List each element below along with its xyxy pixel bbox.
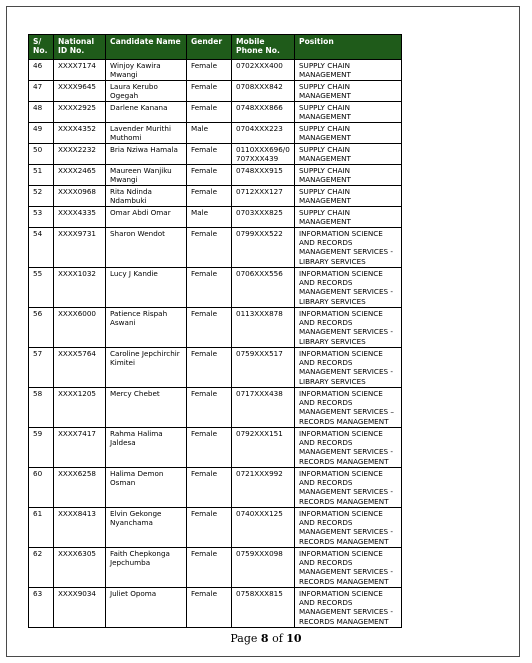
page-current: 8 <box>260 632 269 645</box>
cell-position: INFORMATION SCIENCE AND RECORDS MANAGEMENT SERVICES - LIBRARY SERVICES <box>295 228 402 268</box>
cell-gender: Female <box>187 60 232 81</box>
cell-candidate-name: Caroline Jepchirchir Kimitei <box>106 348 187 388</box>
header-position: Position <box>295 35 402 60</box>
cell-national-id: XXXX2465 <box>54 165 106 186</box>
cell-national-id: XXXX9034 <box>54 588 106 628</box>
page-word: Page <box>230 632 258 645</box>
cell-sno: 53 <box>29 207 54 228</box>
cell-national-id: XXXX2925 <box>54 102 106 123</box>
cell-gender: Male <box>187 123 232 144</box>
cell-gender: Female <box>187 388 232 428</box>
cell-position: INFORMATION SCIENCE AND RECORDS MANAGEMENT SERVICES - RECORDS MANAGEMENT <box>295 508 402 548</box>
cell-candidate-name: Sharon Wendot <box>106 228 187 268</box>
cell-gender: Female <box>187 228 232 268</box>
cell-sno: 51 <box>29 165 54 186</box>
cell-national-id: XXXX6000 <box>54 308 106 348</box>
cell-sno: 59 <box>29 428 54 468</box>
cell-candidate-name: Bria Nziwa Hamala <box>106 144 187 165</box>
cell-national-id: XXXX0968 <box>54 186 106 207</box>
cell-position: SUPPLY CHAIN MANAGEMENT <box>295 81 402 102</box>
table-row <box>29 207 402 228</box>
cell-position: INFORMATION SCIENCE AND RECORDS MANAGEMENT SERVICES - RECORDS MANAGEMENT <box>295 588 402 628</box>
cell-sno: 47 <box>29 81 54 102</box>
cell-position: INFORMATION SCIENCE AND RECORDS MANAGEMENT SERVICES - RECORDS MANAGEMENT <box>295 548 402 588</box>
cell-candidate-name: Faith Chepkonga Jepchumba <box>106 548 187 588</box>
cell-mobile: 0759XXX098 <box>232 548 295 588</box>
cell-sno: 56 <box>29 308 54 348</box>
cell-sno: 62 <box>29 548 54 588</box>
candidates-table <box>28 34 402 628</box>
cell-candidate-name: Winjoy Kawira Mwangi <box>106 60 187 81</box>
cell-position: SUPPLY CHAIN MANAGEMENT <box>295 60 402 81</box>
of-word: of <box>272 632 283 645</box>
cell-mobile: 0712XXX127 <box>232 186 295 207</box>
cell-candidate-name: Elvin Gekonge Nyanchama <box>106 508 187 548</box>
cell-position: INFORMATION SCIENCE AND RECORDS MANAGEMENT SERVICES - LIBRARY SERVICES <box>295 348 402 388</box>
table-row <box>29 428 402 468</box>
cell-mobile: 0721XXX992 <box>232 468 295 508</box>
cell-sno: 60 <box>29 468 54 508</box>
cell-national-id: XXXX2232 <box>54 144 106 165</box>
cell-position: INFORMATION SCIENCE AND RECORDS MANAGEMENT SERVICES - LIBRARY SERVICES <box>295 308 402 348</box>
cell-mobile: 0799XXX522 <box>232 228 295 268</box>
cell-gender: Female <box>187 508 232 548</box>
cell-mobile: 0748XXX866 <box>232 102 295 123</box>
cell-mobile: 0748XXX915 <box>232 165 295 186</box>
cell-mobile: 0704XXX223 <box>232 123 295 144</box>
cell-national-id: XXXX8413 <box>54 508 106 548</box>
cell-mobile: 0759XXX517 <box>232 348 295 388</box>
cell-position: SUPPLY CHAIN MANAGEMENT <box>295 102 402 123</box>
cell-position: SUPPLY CHAIN MANAGEMENT <box>295 186 402 207</box>
cell-national-id: XXXX6258 <box>54 468 106 508</box>
cell-mobile: 0113XXX878 <box>232 308 295 348</box>
cell-position: SUPPLY CHAIN MANAGEMENT <box>295 144 402 165</box>
cell-sno: 63 <box>29 588 54 628</box>
cell-gender: Female <box>187 468 232 508</box>
cell-sno: 57 <box>29 348 54 388</box>
cell-candidate-name: Halima Demon Osman <box>106 468 187 508</box>
header-mobile: Mobile Phone No. <box>232 35 295 60</box>
cell-candidate-name: Laura Kerubo Ogegah <box>106 81 187 102</box>
cell-candidate-name: Mercy Chebet <box>106 388 187 428</box>
cell-sno: 52 <box>29 186 54 207</box>
cell-candidate-name: Rahma Halima Jaldesa <box>106 428 187 468</box>
table-row <box>29 588 402 628</box>
cell-mobile: 0708XXX842 <box>232 81 295 102</box>
cell-sno: 55 <box>29 268 54 308</box>
header-sno: S/ No. <box>29 35 54 60</box>
cell-national-id: XXXX5764 <box>54 348 106 388</box>
table-row <box>29 308 402 348</box>
cell-gender: Female <box>187 548 232 588</box>
table-row <box>29 60 402 81</box>
cell-candidate-name: Omar Abdi Omar <box>106 207 187 228</box>
cell-position: INFORMATION SCIENCE AND RECORDS MANAGEMENT SERVICES - RECORDS MANAGEMENT <box>295 468 402 508</box>
cell-mobile: 0706XXX556 <box>232 268 295 308</box>
cell-sno: 61 <box>29 508 54 548</box>
cell-sno: 54 <box>29 228 54 268</box>
cell-candidate-name: Maureen Wanjiku Mwangi <box>106 165 187 186</box>
table-row <box>29 268 402 308</box>
cell-sno: 58 <box>29 388 54 428</box>
cell-position: SUPPLY CHAIN MANAGEMENT <box>295 123 402 144</box>
cell-mobile: 0717XXX438 <box>232 388 295 428</box>
cell-candidate-name: Darlene Kanana <box>106 102 187 123</box>
page-number-footer <box>0 632 532 645</box>
cell-position: INFORMATION SCIENCE AND RECORDS MANAGEMENT SERVICES - RECORDS MANAGEMENT <box>295 428 402 468</box>
table-row <box>29 388 402 428</box>
cell-position: INFORMATION SCIENCE AND RECORDS MANAGEMENT SERVICES – RECORDS MANAGEMENT <box>295 388 402 428</box>
cell-gender: Male <box>187 207 232 228</box>
table-row <box>29 165 402 186</box>
table-row <box>29 123 402 144</box>
cell-mobile: 0740XXX125 <box>232 508 295 548</box>
cell-position: SUPPLY CHAIN MANAGEMENT <box>295 165 402 186</box>
table-header-row <box>29 35 402 60</box>
cell-national-id: XXXX7174 <box>54 60 106 81</box>
table-row <box>29 348 402 388</box>
cell-mobile: 0110XXX696/0 707XXX439 <box>232 144 295 165</box>
cell-gender: Female <box>187 102 232 123</box>
cell-sno: 50 <box>29 144 54 165</box>
cell-gender: Female <box>187 588 232 628</box>
cell-national-id: XXXX1032 <box>54 268 106 308</box>
cell-sno: 49 <box>29 123 54 144</box>
table-row <box>29 508 402 548</box>
cell-gender: Female <box>187 348 232 388</box>
cell-position: INFORMATION SCIENCE AND RECORDS MANAGEMENT SERVICES - LIBRARY SERVICES <box>295 268 402 308</box>
cell-gender: Female <box>187 186 232 207</box>
cell-mobile: 0703XXX825 <box>232 207 295 228</box>
cell-candidate-name: Juliet Opoma <box>106 588 187 628</box>
cell-mobile: 0702XXX400 <box>232 60 295 81</box>
cell-candidate-name: Lavender Murithi Muthomi <box>106 123 187 144</box>
table-row <box>29 228 402 268</box>
cell-position: SUPPLY CHAIN MANAGEMENT <box>295 207 402 228</box>
cell-gender: Female <box>187 308 232 348</box>
page-total: 10 <box>286 632 302 645</box>
cell-sno: 46 <box>29 60 54 81</box>
table-row <box>29 548 402 588</box>
cell-mobile: 0792XXX151 <box>232 428 295 468</box>
cell-gender: Female <box>187 268 232 308</box>
table-row <box>29 144 402 165</box>
cell-candidate-name: Rita Ndinda Ndambuki <box>106 186 187 207</box>
cell-gender: Female <box>187 165 232 186</box>
table-row <box>29 468 402 508</box>
header-national-id: National ID No. <box>54 35 106 60</box>
cell-national-id: XXXX7417 <box>54 428 106 468</box>
cell-candidate-name: Lucy J Kandie <box>106 268 187 308</box>
cell-national-id: XXXX1205 <box>54 388 106 428</box>
cell-national-id: XXXX4352 <box>54 123 106 144</box>
cell-candidate-name: Patience Rispah Aswani <box>106 308 187 348</box>
header-gender: Gender <box>187 35 232 60</box>
cell-gender: Female <box>187 428 232 468</box>
cell-gender: Female <box>187 81 232 102</box>
table-row <box>29 186 402 207</box>
cell-gender: Female <box>187 144 232 165</box>
header-candidate-name: Candidate Name <box>106 35 187 60</box>
table-row <box>29 102 402 123</box>
cell-sno: 48 <box>29 102 54 123</box>
cell-national-id: XXXX9645 <box>54 81 106 102</box>
table-row <box>29 81 402 102</box>
cell-mobile: 0758XXX815 <box>232 588 295 628</box>
cell-national-id: XXXX6305 <box>54 548 106 588</box>
cell-national-id: XXXX9731 <box>54 228 106 268</box>
cell-national-id: XXXX4335 <box>54 207 106 228</box>
